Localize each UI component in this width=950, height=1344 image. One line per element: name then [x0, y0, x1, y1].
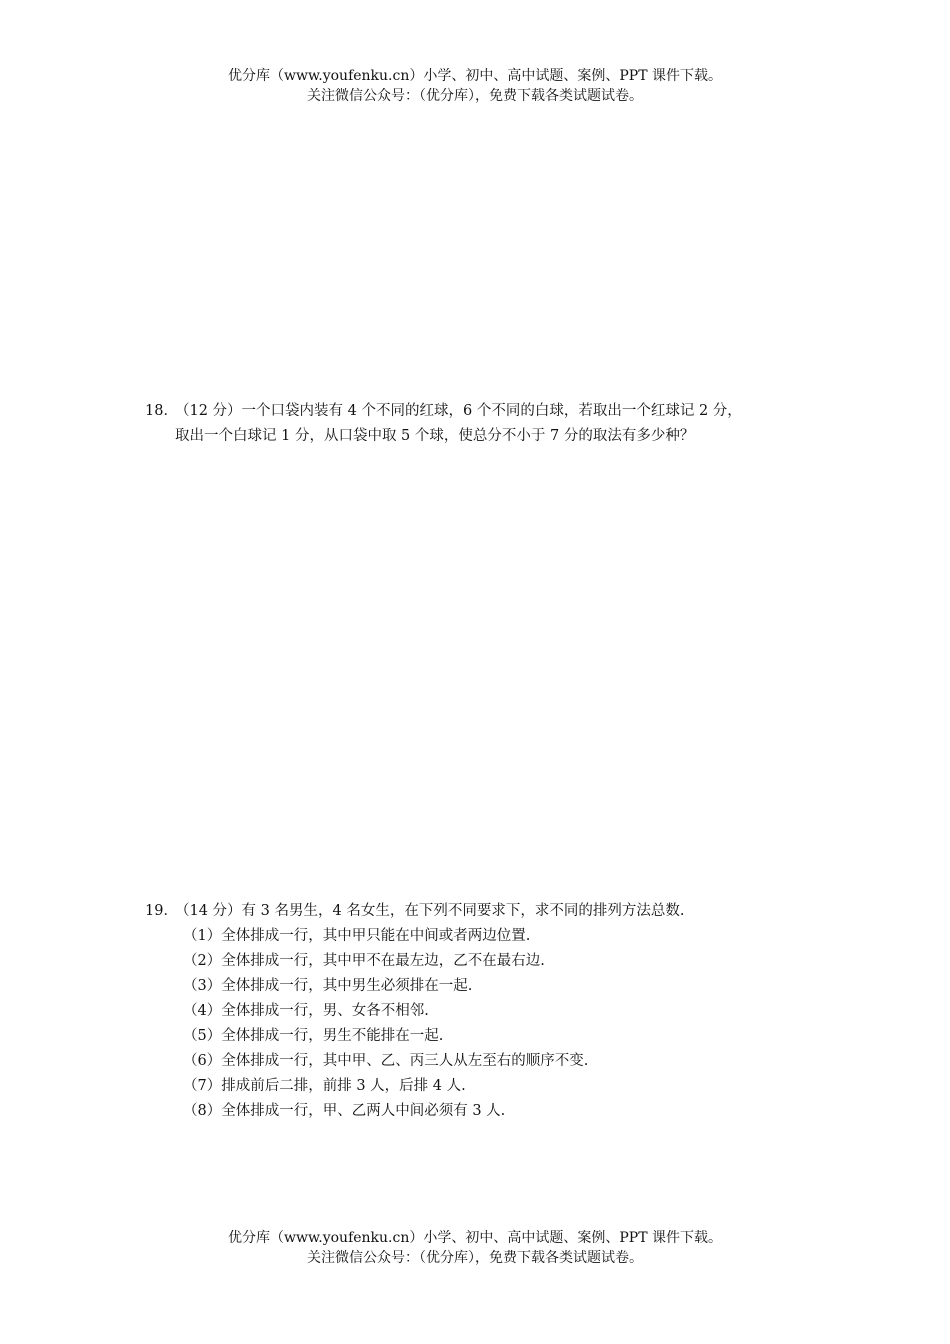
question-stem: （14 分）有 3 名男生，4 名女生，在下列不同要求下，求不同的排列方法总数.	[175, 903, 685, 919]
sub-question-2: （2）全体排成一行，其中甲不在最左边，乙不在最右边.	[183, 953, 545, 969]
question-text: （12 分）一个口袋内装有 4 个不同的红球，6 个不同的白球，若取出一个红球记 2 分，	[175, 403, 742, 419]
question-18-first-line	[145, 399, 825, 424]
page-footer	[0, 1228, 950, 1268]
sub-question-3: （3）全体排成一行，其中男生必须排在一起.	[183, 978, 473, 994]
sub-question-6: （6）全体排成一行，其中甲、乙、丙三人从左至右的顺序不变.	[183, 1053, 589, 1069]
question-19	[145, 899, 825, 1124]
question-19-first-line	[145, 899, 825, 924]
sub-question-5: （5）全体排成一行，男生不能排在一起.	[183, 1028, 444, 1044]
question-text-continued: 取出一个白球记 1 分，从口袋中取 5 个球，使总分不小于 7 分的取法有多少种？	[175, 428, 695, 444]
sub-question-7: （7）排成前后二排，前排 3 人，后排 4 人.	[183, 1078, 466, 1094]
header-line-2: 关注微信公众号：（优分库），免费下载各类试题试卷。	[307, 88, 643, 104]
page-header	[0, 66, 950, 106]
sub-question-list	[145, 924, 825, 1124]
footer-line-2: 关注微信公众号：（优分库），免费下载各类试题试卷。	[307, 1250, 643, 1266]
sub-question-4: （4）全体排成一行，男、女各不相邻.	[183, 1003, 429, 1019]
sub-question-8: （8）全体排成一行，甲、乙两人中间必须有 3 人.	[183, 1103, 506, 1119]
question-18	[145, 399, 825, 449]
question-number: 19．	[145, 903, 178, 919]
header-line-1: 优分库（www.youfenku.cn）小学、初中、高中试题、案例、PPT 课件下载。	[227, 68, 722, 84]
footer-line-1: 优分库（www.youfenku.cn）小学、初中、高中试题、案例、PPT 课件下载。	[227, 1230, 722, 1246]
sub-question-1: （1）全体排成一行，其中甲只能在中间或者两边位置.	[183, 928, 531, 944]
question-number: 18．	[145, 403, 178, 419]
